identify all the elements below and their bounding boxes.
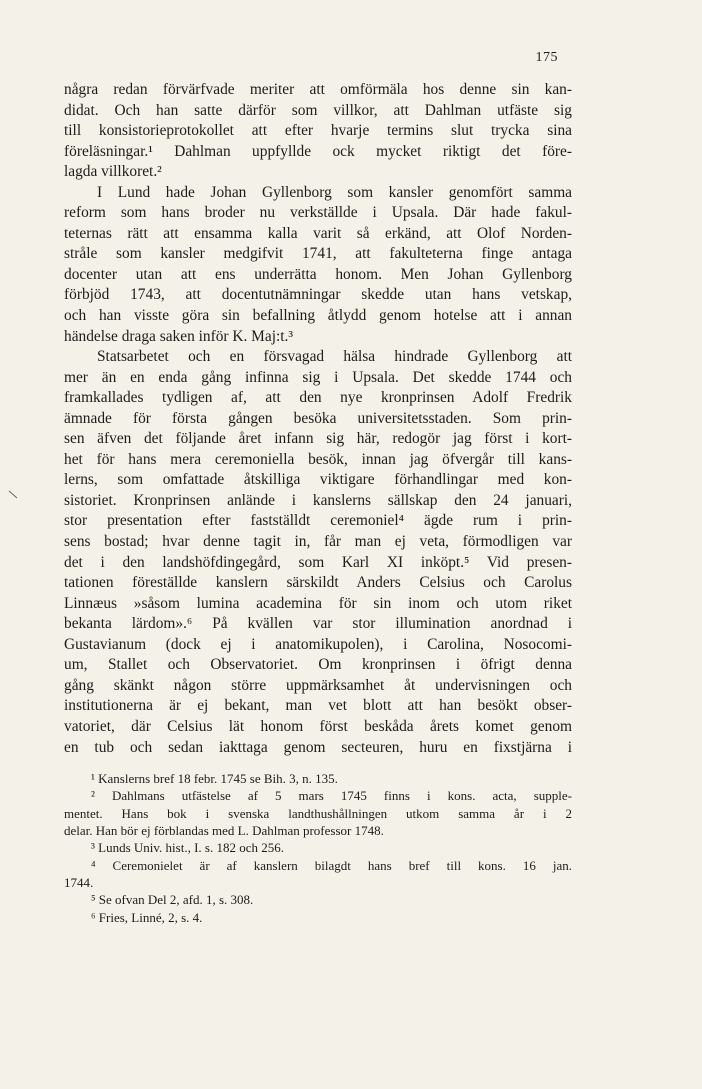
- text-line: lagda villkoret.²: [64, 163, 162, 181]
- text-line: händelse draga saken inför K. Maj:t.³: [64, 327, 293, 345]
- text-line: förbjöd 1743, att docentutnämningar skedde utan hans vetskap,: [64, 286, 572, 304]
- text-line: och han visste göra sin befallning åtlydd genom hotelse att i annan: [64, 307, 572, 325]
- footnote-line: ⁶ Fries, Linné, 2, s. 4.: [91, 909, 203, 925]
- text-line: lerns, som omfattade åtskilliga viktigare förhandlingar med kon-: [64, 471, 572, 489]
- text-line: framkallades tydligen af, att den nye kronprinsen Adolf Fredrik: [64, 389, 572, 407]
- footnote-line: ³ Lunds Univ. hist., I. s. 182 och 256.: [91, 840, 284, 856]
- text-line: det i den landshöfdingegård, som Karl XI inköpt.⁵ Vid presen-: [64, 553, 572, 571]
- text-line: I Lund hade Johan Gyllenborg som kansler genomfört samma: [97, 183, 572, 201]
- margin-tick-mark: [8, 490, 18, 500]
- body-text: [64, 80, 572, 758]
- text-line: ämnade för första gången besöka universitetsstaden. Som prin-: [64, 409, 572, 427]
- text-line: bekanta lärdom».⁶ På kvällen var stor illumination anordnad i: [64, 615, 572, 633]
- footnote-line: delar. Han bör ej förblandas med L. Dahlman professor 1748.: [64, 823, 384, 839]
- text-line: några redan förvärfvade meriter att omförmäla hos denne sin kan-: [64, 81, 572, 98]
- page-number: 175: [535, 50, 558, 65]
- text-line: teternas rätt att ensamma kalla varit så erkänd, att Olof Norden-: [64, 224, 572, 242]
- text-line: institutionerna är ej bekant, man vet blott att han besökt obser-: [64, 697, 572, 715]
- text-line: mer än en enda gång infinna sig i Upsala. Det skedde 1744 och: [64, 368, 572, 386]
- text-line: vatoriet, där Celsius lät honom först beskåda årets komet genom: [64, 717, 572, 735]
- footnote-line: ² Dahlmans utfästelse af 5 mars 1745 finns i kons. acta, supple-: [91, 788, 572, 804]
- text-line: het för hans mera ceremoniella besök, innan jag öfvergår till kans-: [64, 450, 572, 468]
- text-line: till konsistorieprotokollet att efter hvarje termins slut trycka sina: [64, 122, 572, 140]
- text-line: um, Stallet och Observatoriet. Om kronprinsen i öfrigt denna: [64, 656, 572, 674]
- text-line: sen äfven det följande året infann sig här, redogör jag först i kort-: [64, 430, 572, 448]
- footnotes: [64, 770, 572, 926]
- text-line: föreläsningar.¹ Dahlman uppfyllde ock mycket riktigt det före-: [64, 142, 572, 160]
- footnote-line: ⁵ Se ofvan Del 2, afd. 1, s. 308.: [91, 892, 254, 908]
- text-line: en tub och sedan iakttaga genom secteuren, huru en fixstjärna i: [64, 738, 572, 756]
- text-line: stråle som kansler medgifvit 1741, att fakulteterna finge antaga: [64, 245, 572, 263]
- text-line: docenter utan att ens underrätta honom. Men Johan Gyllenborg: [64, 265, 572, 283]
- text-line: Gustavianum (dock ej i anatomikupolen), i Carolina, Nosocomi-: [64, 635, 572, 653]
- text-line: stor presentation efter fastställdt ceremoniel⁴ ägde rum i prin-: [64, 512, 572, 530]
- text-line: didat. Och han satte därför som villkor, att Dahlman utfäste sig: [64, 101, 572, 119]
- footnote-line: ¹ Kanslerns bref 18 febr. 1745 se Bih. 3, n. 135.: [91, 771, 338, 786]
- text-line: gång skänkt någon större uppmärksamhet åt undervisningen och: [64, 676, 572, 694]
- footnote-line: 1744.: [64, 875, 94, 891]
- text-line: tationen föreställde kanslern särskildt Anders Celsius och Carolus: [64, 574, 572, 592]
- footnote-line: mentet. Hans bok i svenska landthushållningen utkom samma år i 2: [64, 805, 572, 821]
- text-line: Linnæus »såsom lumina academina för sin inom och utom riket: [64, 594, 572, 612]
- footnote-line: ⁴ Ceremonielet är af kanslern bilagdt hans bref till kons. 16 jan.: [91, 857, 572, 873]
- text-line: reform som hans broder nu verkställde i Upsala. Där hade fakul-: [64, 204, 572, 222]
- text-line: sistoriet. Kronprinsen anlände i kanslerns sällskap den 24 januari,: [64, 491, 572, 509]
- text-line: sens bostad; hvar denne tagit in, får man ej veta, förmodligen var: [64, 533, 572, 551]
- text-line: Statsarbetet och en försvagad hälsa hindrade Gyllenborg att: [97, 348, 572, 366]
